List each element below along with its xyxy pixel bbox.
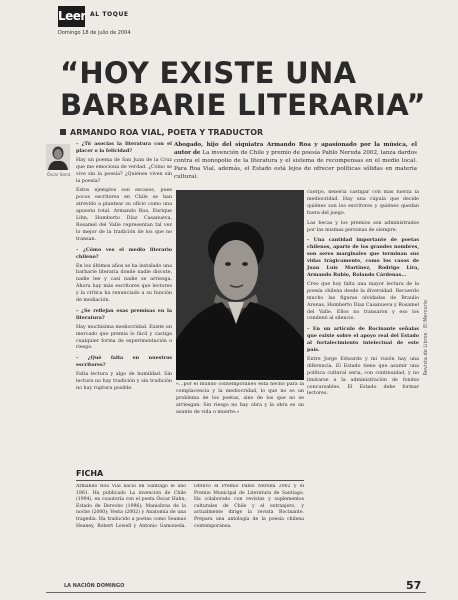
author-portrait-small (46, 144, 70, 170)
byline (60, 128, 263, 138)
ficha-title: FICHA (76, 469, 104, 478)
interview-answer: Entre Jorge Edwards y mi visión hay una diferencia. El Estado tiene que asumir una política cultural seria, con continuidad, y no limitarse a la administración de fondos concursables. El Estado debe formar lectores. (307, 356, 419, 397)
page-number: 57 (406, 579, 422, 592)
section-label: AL TOQUE (90, 11, 129, 18)
ficha-body: Armando Roa Vial nació en Santiago el año 1961. Ha publicado La invención de Chile (1994), en coautoría con el poeta Óscar Hahn; Estado de Derecho (1996); Maniobras de la noche (2000); Vesta (2002) y Anatomía de una tragedia. Ha traducido a poetas como Seamus Heaney, Robert Lowell y Antonio Gamoneda. Obtuvo el Premio Pablo Neruda 2002 y el Premio Municipal de Literatura de Santiago. Ha colaborado con revistas y suplementos culturales de Chile y el extranjero, y actualmente dirige la revista Rocinante. Prepara una antología de la poesía chilena contemporánea. (76, 484, 304, 529)
interview-answer: Estos ejemplos son escasos, pues pocos escritores en Chile se han atrevido a plantear su oficio como una apuesta total. Armando Roa, Enrique Lihn, Humberto Díaz Casanueva, Rosamel del Valle representan tal vez lo mejor de la tradición de los que no transan. (76, 188, 172, 242)
interview-question: – ¿Qué falta en nuestros escritores? (76, 355, 172, 369)
interview-question: – ¿Cómo ves el medio literario chileno? (76, 246, 172, 260)
interview-question: – ¿Tú asocias la literatura con el placer o la felicidad? (76, 141, 172, 154)
interview-answer: Hay muchísima mediocridad. Existe un mercado que premia lo fácil y castiga cualquier forma de experimentación o riesgo. (76, 324, 172, 351)
intro-bold: Abogado, hijo del siquiatra Armando Roa y apasionado por la música, el autor de (174, 142, 417, 156)
square-bullet-icon (60, 129, 66, 135)
vertical-source-note: Revista de Libros · El Mercurio (423, 300, 429, 376)
headline-line-2: BARBARIE LITERARIA” (60, 88, 426, 122)
interview-question: – En un artículo de Rocinante señalas que existe sobre el apoyo real del Estado al fortalecimiento intelectual de este país. (307, 326, 419, 354)
masthead (58, 6, 198, 42)
ficha-divider (76, 480, 304, 481)
interview-question: – Una cantidad importante de poetas chilenos, aparte de los grandes nombres, son seres marginales que terminan sus vidas trágicamente, como los casos de Juan Luis Martínez, Rodrigo Lira, Armando Rubio, Rolando Cárdenas... (307, 237, 419, 278)
author-photo (176, 190, 304, 380)
photo-credit-small: Óscar Sarrá (47, 172, 71, 177)
photo-caption: «...por el mundo contemporáneo está hecho para la complacencia y la mediocridad, lo que no es un problema de los poetas, sino de los que no se arriesgan. Sin riesgo no hay obra y la obra es un asunto de vida o muerte.» (176, 382, 304, 415)
interview-question: – ¿Se reflejan esas premisas en la literatura? (76, 307, 172, 321)
interview-answer: Falta lectura y algo de humildad. Sin lectura no hay tradición y sin tradición no hay ruptura posible. (76, 372, 172, 391)
interview-answer: cuerpo, debería castigar con más fuerza la mediocridad. Hay una cúpula que decide quiénes son los escritores y quiénes quedan fuera del juego. (307, 190, 419, 216)
headline (60, 56, 426, 122)
byline-text: ARMANDO ROA VIAL, POETA Y TRADUCTOR (70, 128, 264, 137)
footer-rule (46, 592, 426, 593)
interview-column-left (76, 141, 172, 461)
interview-answer: Las becas y los premios son administrados por las mismas personas de siempre. (307, 220, 419, 233)
footer-publication: LA NACIÓN DOMINGO (64, 583, 125, 589)
interview-answer: En los últimos años se ha instalado una barbarie literaria donde nadie discute, nadie lee y casi nadie se arriesga. Ahora hay más escritores que lectores y la crítica ha renunciado a su función de mediación. (76, 263, 172, 304)
interview-answer: Hay un poema de San Juan de la Cruz que me emociona de verdad. ¿Cómo se vive sin la poesía? ¿Quiénes viven sin la poesía? (76, 157, 172, 184)
interview-column-right (307, 190, 419, 580)
headline-line-1: “HOY EXISTE UNA (60, 56, 357, 90)
leer-logo: Leer (58, 6, 85, 27)
interview-answer: Creo que hoy falta una mayor lectura de la poesía chilena desde la diversidad. Recuerdo mucho las figuras olvidadas de Braulio Arenas, Humberto Díaz Casanueva y Rosamel del Valle. Ellos no transaron y eso los condenó al silencio. (307, 281, 419, 322)
masthead-date: Domingo 18 de julio de 2004 (58, 30, 131, 36)
intro-paragraph (174, 141, 417, 186)
intro-text: La invención de Chile y premio de poesía Pablo Neruda 2002, lanza dardos contra el monopolio de la literatura y el sistema de recompensas en el medio local. Para Roa Vial, además, el Estado está lejos de ofrecer políticas sólidas en materia cultural. (174, 150, 417, 180)
